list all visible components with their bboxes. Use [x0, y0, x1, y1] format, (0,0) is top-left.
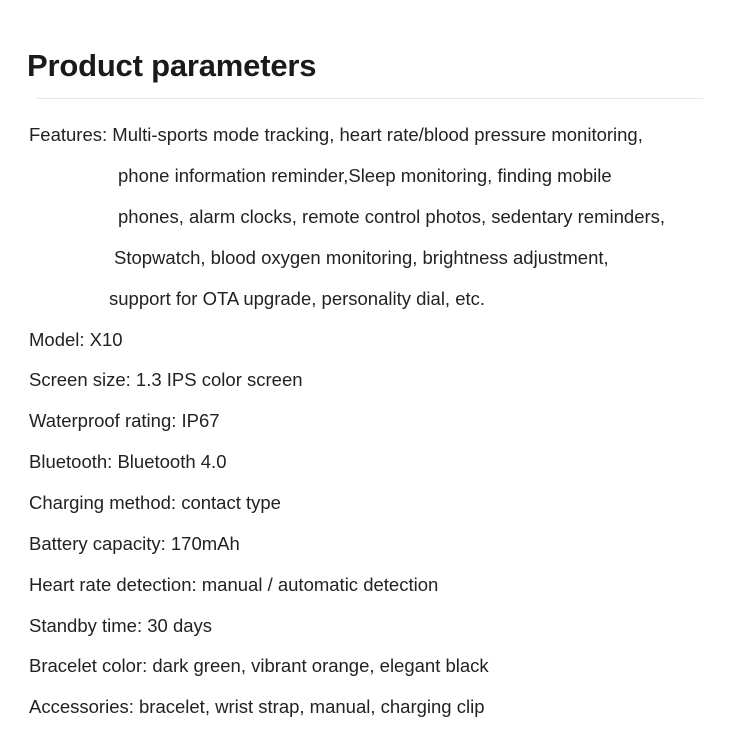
page-title: Product parameters [27, 48, 317, 83]
spec-heart-rate: Heart rate detection: manual / automatic detection [29, 574, 439, 595]
features-line-3: phones, alarm clocks, remote control photos, sedentary reminders, [118, 206, 666, 227]
features-line-5: support for OTA upgrade, personality dial, etc. [109, 288, 486, 309]
spec-model: Model: X10 [29, 329, 123, 350]
spec-charging: Charging method: contact type [29, 492, 281, 513]
title-divider [37, 98, 703, 99]
features-line-1: Features: Multi-sports mode tracking, heart rate/blood pressure monitoring, [29, 124, 643, 145]
features-line-2: phone information reminder,Sleep monitoring, finding mobile [118, 165, 612, 186]
spec-color: Bracelet color: dark green, vibrant orange, elegant black [29, 655, 489, 676]
spec-bluetooth: Bluetooth: Bluetooth 4.0 [29, 451, 227, 472]
spec-battery: Battery capacity: 170mAh [29, 533, 240, 554]
spec-accessories: Accessories: bracelet, wrist strap, manual, charging clip [29, 696, 485, 717]
spec-waterproof: Waterproof rating: IP67 [29, 410, 220, 431]
spec-standby: Standby time: 30 days [29, 615, 213, 636]
spec-screen-size: Screen size: 1.3 IPS color screen [29, 369, 303, 390]
features-line-4: Stopwatch, blood oxygen monitoring, brightness adjustment, [114, 247, 609, 268]
